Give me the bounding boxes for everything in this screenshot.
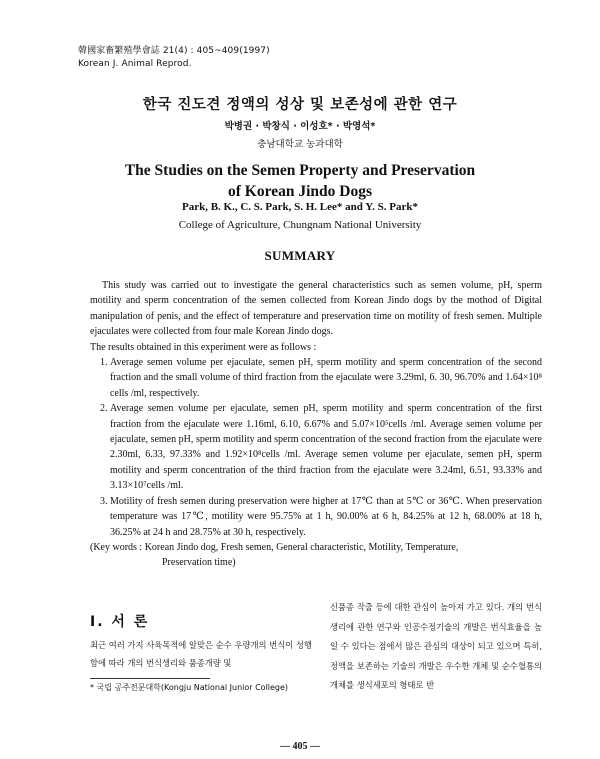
footnote-divider <box>90 678 210 679</box>
keywords: (Key words : Korean Jindo dog, Fresh semen, General characteristic, Motility, Temperature, <box>90 541 459 553</box>
result-item-1: 1. Average semen volume per ejaculate, semen pH, sperm motility and sperm concentration of the second fraction and the small volume of third fraction from the ejaculate were 3.29ml, 6. 30, 96.70% and 1.64×10⁸ cells /ml, respectively. <box>110 355 542 401</box>
result-item-3: 3. Motility of fresh semen during preservation were higher at 17℃ than at 5℃ or 36℃. When preservation temperature was 17℃, motility were 95.75% at 1 h, 90.00% at 6 h, 84.25% at 12 h, 68.00% at 18 h, 36.25% at 24 h and 28.75% at 30 h, respectively. <box>110 494 542 540</box>
korean-authors: 박병권 · 박창식 · 이성호* · 박영석* <box>224 121 376 132</box>
intro-right-text: 신품종 작출 등에 대한 관심이 높아져 가고 있다. 개의 번식생리에 관한 연구와 인공수정기술의 개발은 번식효율을 높일 수 있다는 점에서 많은 관심의 대상이 되고 있으며 특히, 정액을 보존하는 기술의 개발은 우수한 개체 및 순수혈통의 개체를 생식세포의 형태로 반 <box>330 602 542 691</box>
english-title-line2: of Korean Jindo Dogs <box>228 183 372 200</box>
intro-left-column <box>90 636 312 672</box>
journal-header <box>78 45 270 71</box>
english-title-line1: The Studies on the Semen Property and Preservation <box>124 162 476 179</box>
journal-citation: 韓國家畜繁殖學會誌 21(4) : 405~409(1997) <box>78 46 270 56</box>
english-title <box>0 160 600 202</box>
intro-right-column <box>330 598 542 696</box>
page-number: — 405 — <box>280 741 320 752</box>
summary-heading: SUMMARY <box>264 248 336 263</box>
abstract-intro: This study was carried out to investigate the general characteristics such as semen volume, pH, sperm motility and sperm concentration of the semen collected from Korean Jindo dogs by the mothod of Digital manipulation of penis, and the effect of temperature and preservation time on motility of fresh semen. Multiple ejaculates were collected from four male Korean Jindo dogs. <box>90 280 542 338</box>
journal-name: Korean J. Animal Reprod. <box>78 59 192 69</box>
keywords-continued: Preservation time) <box>162 557 236 569</box>
result-item-2: 2. Average semen volume per ejaculate, semen pH, sperm motility and sperm concentration of the first fraction from the ejaculate were 1.16ml, 6.10, 6.67% and 5.07×10⁵cells /ml. Average semen volume per ejaculate, semen pH, sperm motility and sperm concentration of the second fraction from the ejaculate were 2.30ml, 6.33, 97.33% and 1.92×10⁸cells /ml. Average semen volume per ejaculate, semen pH, sperm motility and sperm concentration of the third fraction from the ejaculate were 3.24ml, 6.51, 93.33% and 3.13×10⁷cells /ml. <box>110 401 542 493</box>
abstract-results-lead: The results obtained in this experiment were as follows : <box>90 341 317 353</box>
korean-affiliation: 충남대학교 농과대학 <box>257 139 343 150</box>
footnote: * 국립 공주전문대학(Kongju National Junior College) <box>90 683 289 692</box>
english-affiliation: College of Agriculture, Chungnam National University <box>178 219 422 231</box>
results-list <box>90 355 542 540</box>
introduction-heading: Ⅰ. 서 론 <box>90 614 150 630</box>
abstract <box>90 278 542 571</box>
korean-title: 한국 진도견 정액의 성상 및 보존성에 관한 연구 <box>142 97 458 113</box>
english-authors: Park, B. K., C. S. Park, S. H. Lee* and Y. S. Park* <box>181 201 419 213</box>
intro-left-text: 최근 여러 가지 사육목적에 알맞은 순수 우량개의 번식이 성행함에 따라 개의 번식생리와 품종개량 및 <box>90 640 312 668</box>
